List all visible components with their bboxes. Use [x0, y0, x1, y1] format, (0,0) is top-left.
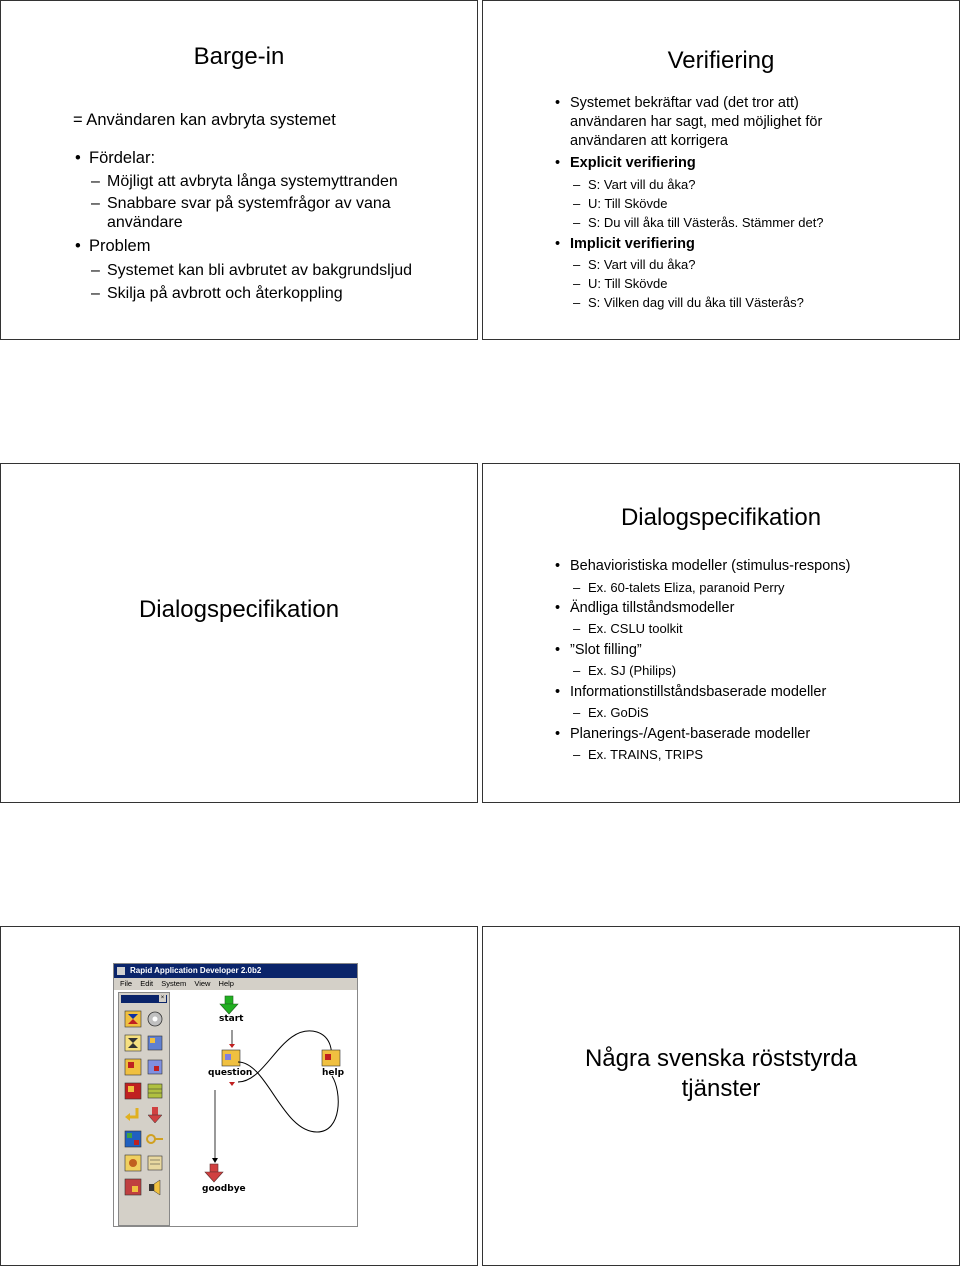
- dialog-line: S: Vart vill du åka?: [588, 177, 696, 192]
- goodbye-node[interactable]: [205, 1164, 223, 1182]
- arrow-icon: [229, 1082, 235, 1086]
- dash: –: [573, 276, 581, 291]
- flow-canvas[interactable]: [172, 992, 356, 1224]
- arrow-down-icon[interactable]: [148, 1107, 162, 1123]
- dash: –: [573, 177, 581, 192]
- sub-bullet-text: Skilja på avbrott och återkoppling: [107, 285, 343, 302]
- node-label-start: start: [219, 1014, 244, 1024]
- start-node[interactable]: [220, 996, 238, 1014]
- dash: –: [573, 663, 581, 678]
- dash: –: [91, 195, 100, 212]
- bullet-dot: •: [555, 236, 561, 252]
- bullet-dot: •: [75, 149, 81, 167]
- rad-window: [113, 963, 358, 1227]
- hourglass-icon[interactable]: [125, 1011, 141, 1027]
- node-label-help: help: [322, 1068, 345, 1078]
- bullet-dot: •: [555, 642, 561, 658]
- bullet-text: Problem: [89, 237, 151, 255]
- return-arrow-icon[interactable]: [125, 1108, 137, 1121]
- cube-icon[interactable]: [125, 1059, 141, 1075]
- speaker-icon[interactable]: [149, 1180, 160, 1195]
- bullet-dot: •: [555, 684, 561, 700]
- item-example: Ex. CSLU toolkit: [588, 621, 683, 636]
- scroll-icon[interactable]: [148, 1156, 162, 1170]
- item-example: Ex. SJ (Philips): [588, 663, 677, 678]
- dash: –: [573, 295, 581, 310]
- menu-help[interactable]: Help: [218, 979, 234, 988]
- definition-text: = Användaren kan avbryta systemet: [73, 111, 336, 129]
- grid-icon[interactable]: [148, 1084, 162, 1098]
- item-example: Ex. GoDiS: [588, 705, 649, 720]
- dash: –: [573, 215, 581, 230]
- slide-title: Verifiering: [667, 47, 775, 74]
- menu-view[interactable]: View: [194, 979, 211, 988]
- item-text: Behavioristiska modeller (stimulus-respons): [570, 558, 851, 574]
- sub-bullet-text: Systemet kan bli avbrutet av bakgrundsljud: [107, 262, 413, 279]
- menu-bar: [114, 978, 357, 990]
- implicit-label: Implicit verifiering: [570, 236, 695, 252]
- intro-line: användaren att korrigera: [570, 133, 728, 149]
- sub-bullet-text: Möjligt att avbryta långa systemyttranden: [107, 173, 398, 190]
- cube-icon[interactable]: [148, 1036, 162, 1050]
- slide-svenska-tjanster: [482, 926, 960, 1266]
- intro-line: Systemet bekräftar vad (det tror att): [570, 95, 799, 111]
- menu-system[interactable]: System: [161, 979, 187, 988]
- node-label-goodbye: goodbye: [202, 1184, 246, 1194]
- dash: –: [573, 580, 581, 595]
- bullet-dot: •: [555, 155, 561, 171]
- key-icon[interactable]: [147, 1135, 163, 1143]
- bullet-dot: •: [75, 237, 81, 255]
- slide-dialogspecifikation-title: [0, 463, 478, 803]
- menu-edit[interactable]: Edit: [140, 979, 154, 988]
- cube-icon[interactable]: [125, 1083, 141, 1099]
- gear-icon[interactable]: [148, 1012, 162, 1026]
- bullet-dot: •: [555, 95, 561, 111]
- dash: –: [91, 285, 100, 302]
- sub-bullet-text: Snabbare svar på systemfrågor av vana: [107, 195, 391, 212]
- bullet-text: Fördelar:: [89, 149, 156, 167]
- slide-title: Barge-in: [193, 43, 285, 70]
- item-text: ”Slot filling”: [570, 642, 642, 658]
- dash: –: [573, 257, 581, 272]
- slide-barge-in: [0, 0, 478, 340]
- slide-verifiering: [482, 0, 960, 340]
- dash: –: [91, 262, 100, 279]
- bullet-dot: •: [555, 600, 561, 616]
- slide-title: Dialogspecifikation: [620, 504, 822, 531]
- item-example: Ex. TRAINS, TRIPS: [588, 747, 704, 762]
- sub-bullet-text: användare: [107, 214, 183, 231]
- dash: –: [573, 747, 581, 762]
- close-icon[interactable]: ×: [160, 995, 165, 1001]
- bullet-dot: •: [555, 726, 561, 742]
- app-icon: [117, 967, 125, 975]
- node-label-question: question: [208, 1068, 253, 1078]
- cube-icon[interactable]: [125, 1179, 141, 1195]
- palette-tools: [119, 1005, 169, 1225]
- bullet-dot: •: [555, 558, 561, 574]
- cube-icon[interactable]: [148, 1060, 162, 1074]
- item-example: Ex. 60-talets Eliza, paranoid Perry: [588, 580, 785, 595]
- dialog-line: U: Till Skövde: [588, 196, 668, 211]
- slide-title: Dialogspecifikation: [138, 596, 340, 623]
- flow-graph: [172, 992, 356, 1224]
- item-text: Planerings-/Agent-baserade modeller: [570, 726, 811, 742]
- tool-palette: [118, 992, 170, 1226]
- slide-dialogspecifikation: [482, 463, 960, 803]
- slide-title-line2: tjänster: [681, 1075, 761, 1102]
- slide-rad-screenshot: [0, 926, 478, 1266]
- help-node[interactable]: [322, 1050, 340, 1066]
- dash: –: [91, 173, 100, 190]
- arrow-icon: [212, 1158, 218, 1163]
- window-title: Rapid Application Developer 2.0b2: [130, 966, 262, 975]
- dash: –: [573, 621, 581, 636]
- dash: –: [573, 196, 581, 211]
- hand-icon[interactable]: [125, 1155, 141, 1171]
- hourglass-icon[interactable]: [125, 1035, 141, 1051]
- dialog-line: U: Till Skövde: [588, 276, 668, 291]
- dialog-line: S: Vart vill du åka?: [588, 257, 696, 272]
- explicit-label: Explicit verifiering: [570, 155, 696, 171]
- grid-icon[interactable]: [125, 1131, 141, 1147]
- item-text: Informationstillståndsbaserade modeller: [570, 684, 827, 700]
- question-node[interactable]: [222, 1050, 240, 1066]
- slide-title-line1: Några svenska röststyrda: [584, 1045, 858, 1072]
- dialog-line: S: Vilken dag vill du åka till Västerås?: [588, 295, 804, 310]
- dash: –: [573, 705, 581, 720]
- arrow-icon: [229, 1044, 235, 1048]
- menu-file[interactable]: File: [120, 979, 133, 988]
- dialog-line: S: Du vill åka till Västerås. Stämmer det?: [588, 215, 824, 230]
- intro-line: användaren har sagt, med möjlighet för: [570, 114, 823, 130]
- window-titlebar: [114, 964, 357, 978]
- item-text: Ändliga tillståndsmodeller: [570, 600, 735, 616]
- palette-header: [121, 995, 167, 1003]
